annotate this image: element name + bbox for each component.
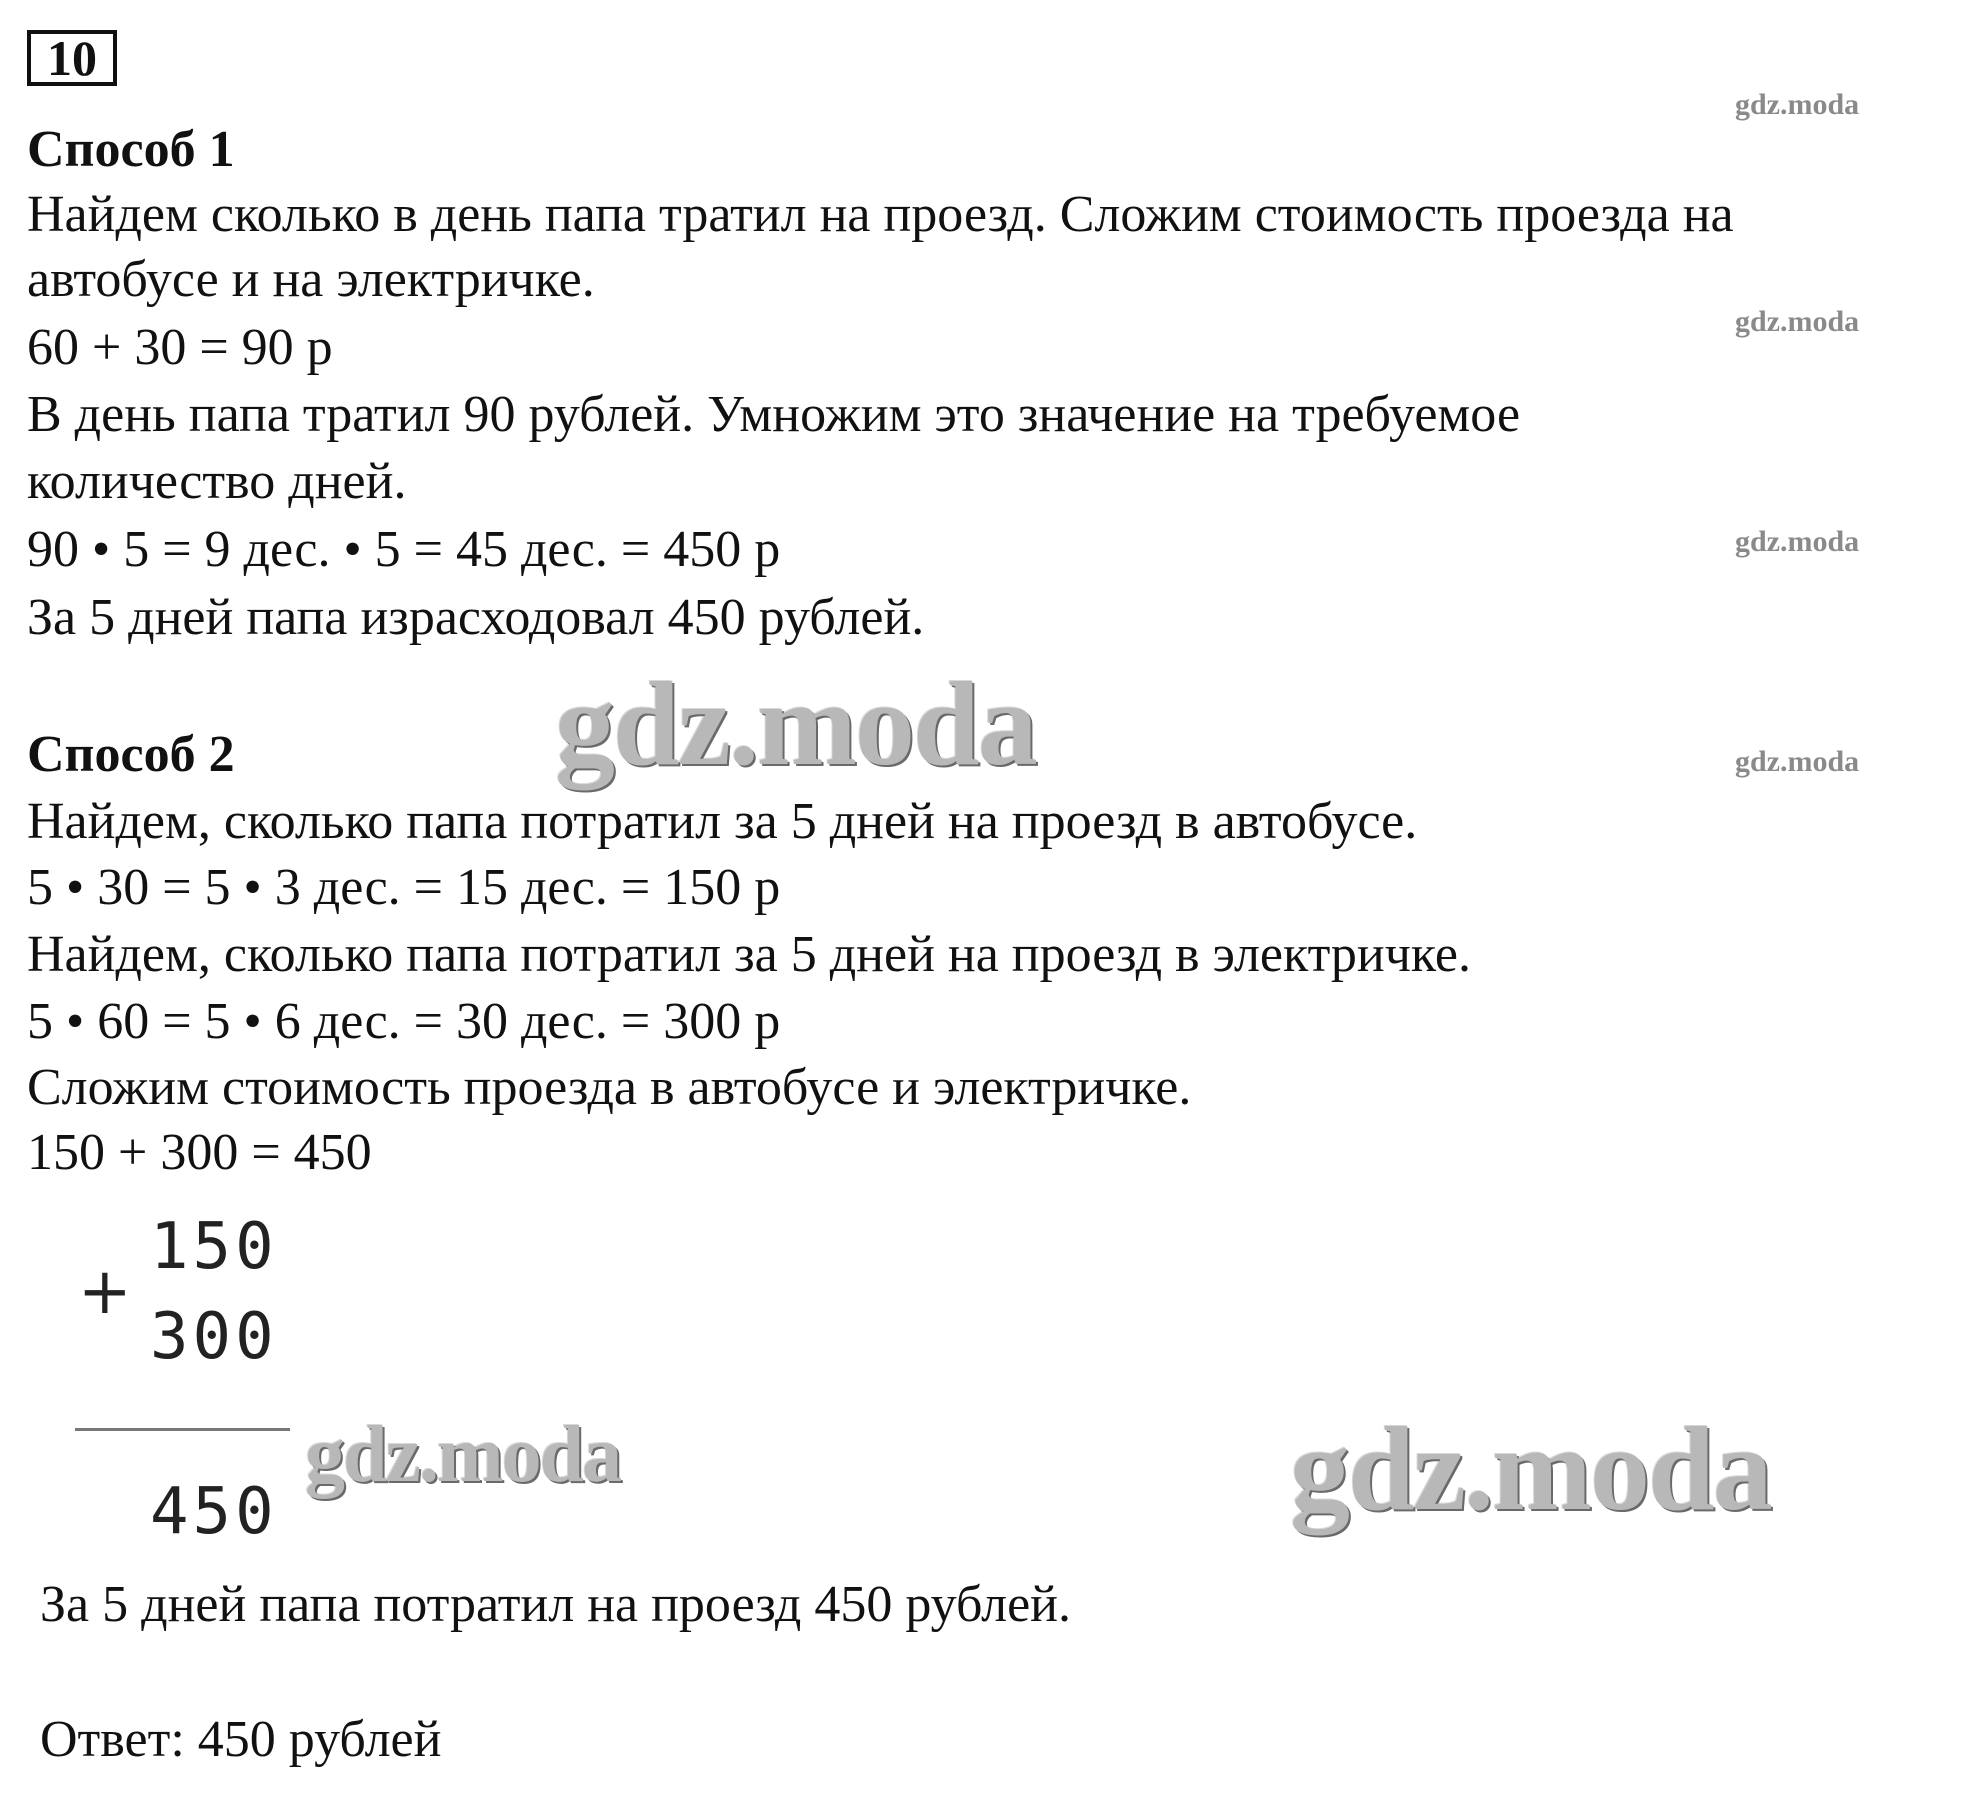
method2-text3: Сложим стоимость проезда в автобусе и электричке. <box>27 1059 1192 1116</box>
method1-text1a: Найдем сколько в день папа тратил на проезд. Сложим стоимость проезда на <box>27 186 1734 243</box>
watermark-big-2: gdz.moda <box>305 1411 621 1499</box>
method2-calc1: 5 • 30 = 5 • 3 дес. = 15 дес. = 150 р <box>27 859 781 916</box>
column-addend1: 150 <box>150 1210 278 1284</box>
watermark-small-4: gdz.moda <box>1735 745 1860 778</box>
method2-calc2: 5 • 60 = 5 • 6 дес. = 30 дес. = 300 р <box>27 993 781 1050</box>
watermark-small-3: gdz.moda <box>1735 525 1860 558</box>
column-addition <box>60 1210 320 1550</box>
method1-calc2: 90 • 5 = 9 дес. • 5 = 45 дес. = 450 р <box>27 521 781 578</box>
column-sum-line <box>75 1428 290 1431</box>
method1-calc1: 60 + 30 = 90 р <box>27 319 333 376</box>
answer: Ответ: 450 рублей <box>40 1711 442 1768</box>
watermark-big-3: gdz.moda <box>1290 1402 1771 1535</box>
method2-text2: Найдем, сколько папа потратил за 5 дней на проезд в электричке. <box>27 926 1471 983</box>
method1-result: За 5 дней папа израсходовал 450 рублей. <box>27 589 925 646</box>
method2-calc3: 150 + 300 = 450 <box>27 1124 372 1181</box>
watermark-small-2: gdz.moda <box>1735 305 1860 338</box>
column-plus-sign: + <box>78 1255 132 1329</box>
watermark-big-1: gdz.moda <box>555 657 1036 790</box>
column-sum: 450 <box>150 1475 278 1549</box>
method2-result: За 5 дней папа потратил на проезд 450 рублей. <box>40 1576 1071 1633</box>
method1-text2a: В день папа тратил 90 рублей. Умножим это значение на требуемое <box>27 386 1521 443</box>
method2-heading: Способ 2 <box>27 726 235 783</box>
method2-text1: Найдем, сколько папа потратил за 5 дней на проезд в автобусе. <box>27 793 1418 850</box>
task-number-box: 10 <box>27 30 117 86</box>
method1-text2b: количество дней. <box>27 453 407 510</box>
column-addend2: 300 <box>150 1300 278 1374</box>
method1-heading: Способ 1 <box>27 121 235 178</box>
watermark-small-1: gdz.moda <box>1735 88 1860 121</box>
method1-text1b: автобусе и на электричке. <box>27 251 595 308</box>
